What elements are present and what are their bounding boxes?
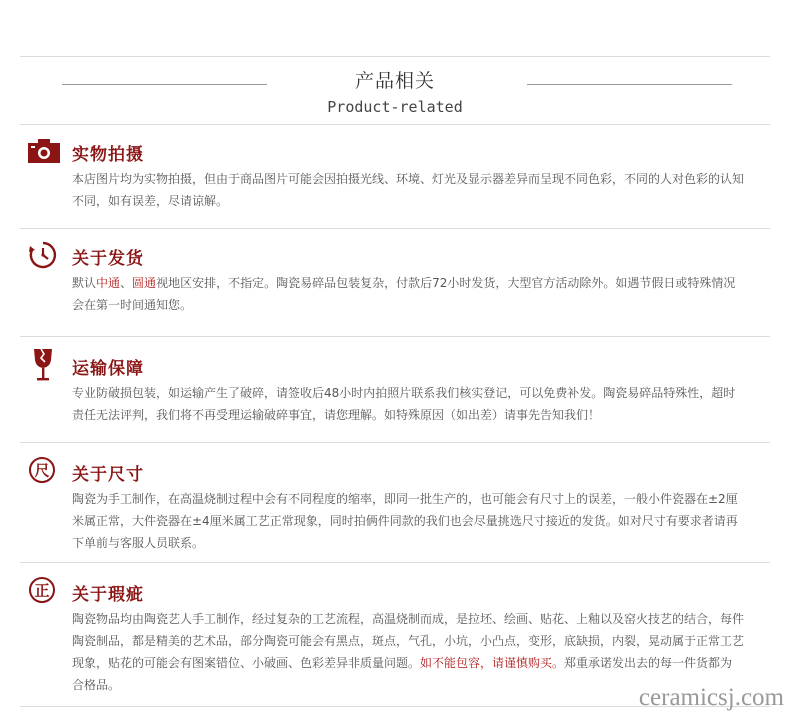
section-title: 运输保障 (72, 359, 144, 379)
section-body: 陶瓷为手工制作，在高温烧制过程中会有不同程度的缩率，即同一批生产的，也可能会有尺寸上的误差，一般小件瓷器在±2厘米属正常，大件瓷器在±4厘米属工艺正常现象，同时拍俩件同款的我们也会尽量挑选尺寸接近的发货。如对尺寸有要求者请再下单前与客服人员联系。 (72, 492, 738, 550)
section-title: 关于尺寸 (72, 465, 144, 485)
section-body (72, 272, 744, 316)
ruler-char-icon (28, 456, 58, 486)
page-subtitle: Product-related (327, 98, 463, 116)
body-text: 陶瓷物品均由陶瓷艺人手工制作，经过复杂的工艺流程，高温烧制而成，是拉坯、绘画、贴花、上釉以及窑火技艺的结合，每件陶瓷制品，都是精美的艺术品，部分陶瓷可能会有黑点，斑点，气孔，小坑，小凸点，变形，底缺损，内裂，晃动属于正常工艺现象，贴花的可能会有图案错位、小破画、色彩差异非质量问题。 (72, 612, 745, 670)
watermark: ceramicsj.com (638, 684, 784, 711)
section-title: 关于发货 (72, 249, 144, 269)
page-title: 产品相关 (354, 70, 435, 92)
body-text: 默认 (72, 276, 97, 290)
ruler-char: 尺 (34, 461, 50, 480)
body-text: 郑重承诺发出去的每一件货都为合格品。 (72, 656, 733, 692)
section-body (72, 608, 744, 696)
section-divider (20, 336, 770, 337)
section-divider (20, 228, 770, 229)
header-divider (20, 124, 770, 125)
clock-icon (28, 240, 58, 270)
section-body: 本店图片均为实物拍摄，但由于商品图片可能会因拍摄光线、环境、灯光及显示器差异而呈现不同色彩，不同的人对色彩的认知不同，如有误差，尽请谅解。 (72, 172, 745, 208)
body-text: 视地区安排，不指定。陶瓷易碎品包装复杂，付款后72小时发货，大型官方活动除外。如遇节假日或特殊情况会在第一时间通知您。 (72, 276, 736, 312)
top-divider (20, 56, 770, 57)
body-text: 、 (120, 276, 133, 290)
section-title: 实物拍摄 (72, 145, 144, 165)
section-title: 关于瑕疵 (72, 585, 144, 605)
genuine-char-icon (28, 576, 58, 606)
section-divider (20, 562, 770, 563)
courier-zto-highlight: 中通 (96, 276, 121, 290)
camera-icon (28, 138, 58, 168)
broken-glass-icon (28, 348, 58, 378)
genuine-char: 正 (34, 581, 50, 600)
courier-yto-highlight: 圆通 (132, 276, 157, 290)
section-divider (20, 442, 770, 443)
caution-highlight: 如不能包容，请谨慎购买。 (420, 656, 565, 670)
section-body: 专业防破损包装，如运输产生了破碎，请签收后48小时内拍照片联系我们核实登记，可以免费补发。陶瓷易碎品特殊性，超时责任无法评判，我们将不再受理运输破碎事宜，请您理解。如特殊原因（如出差）请事先告知我们！ (72, 386, 736, 422)
